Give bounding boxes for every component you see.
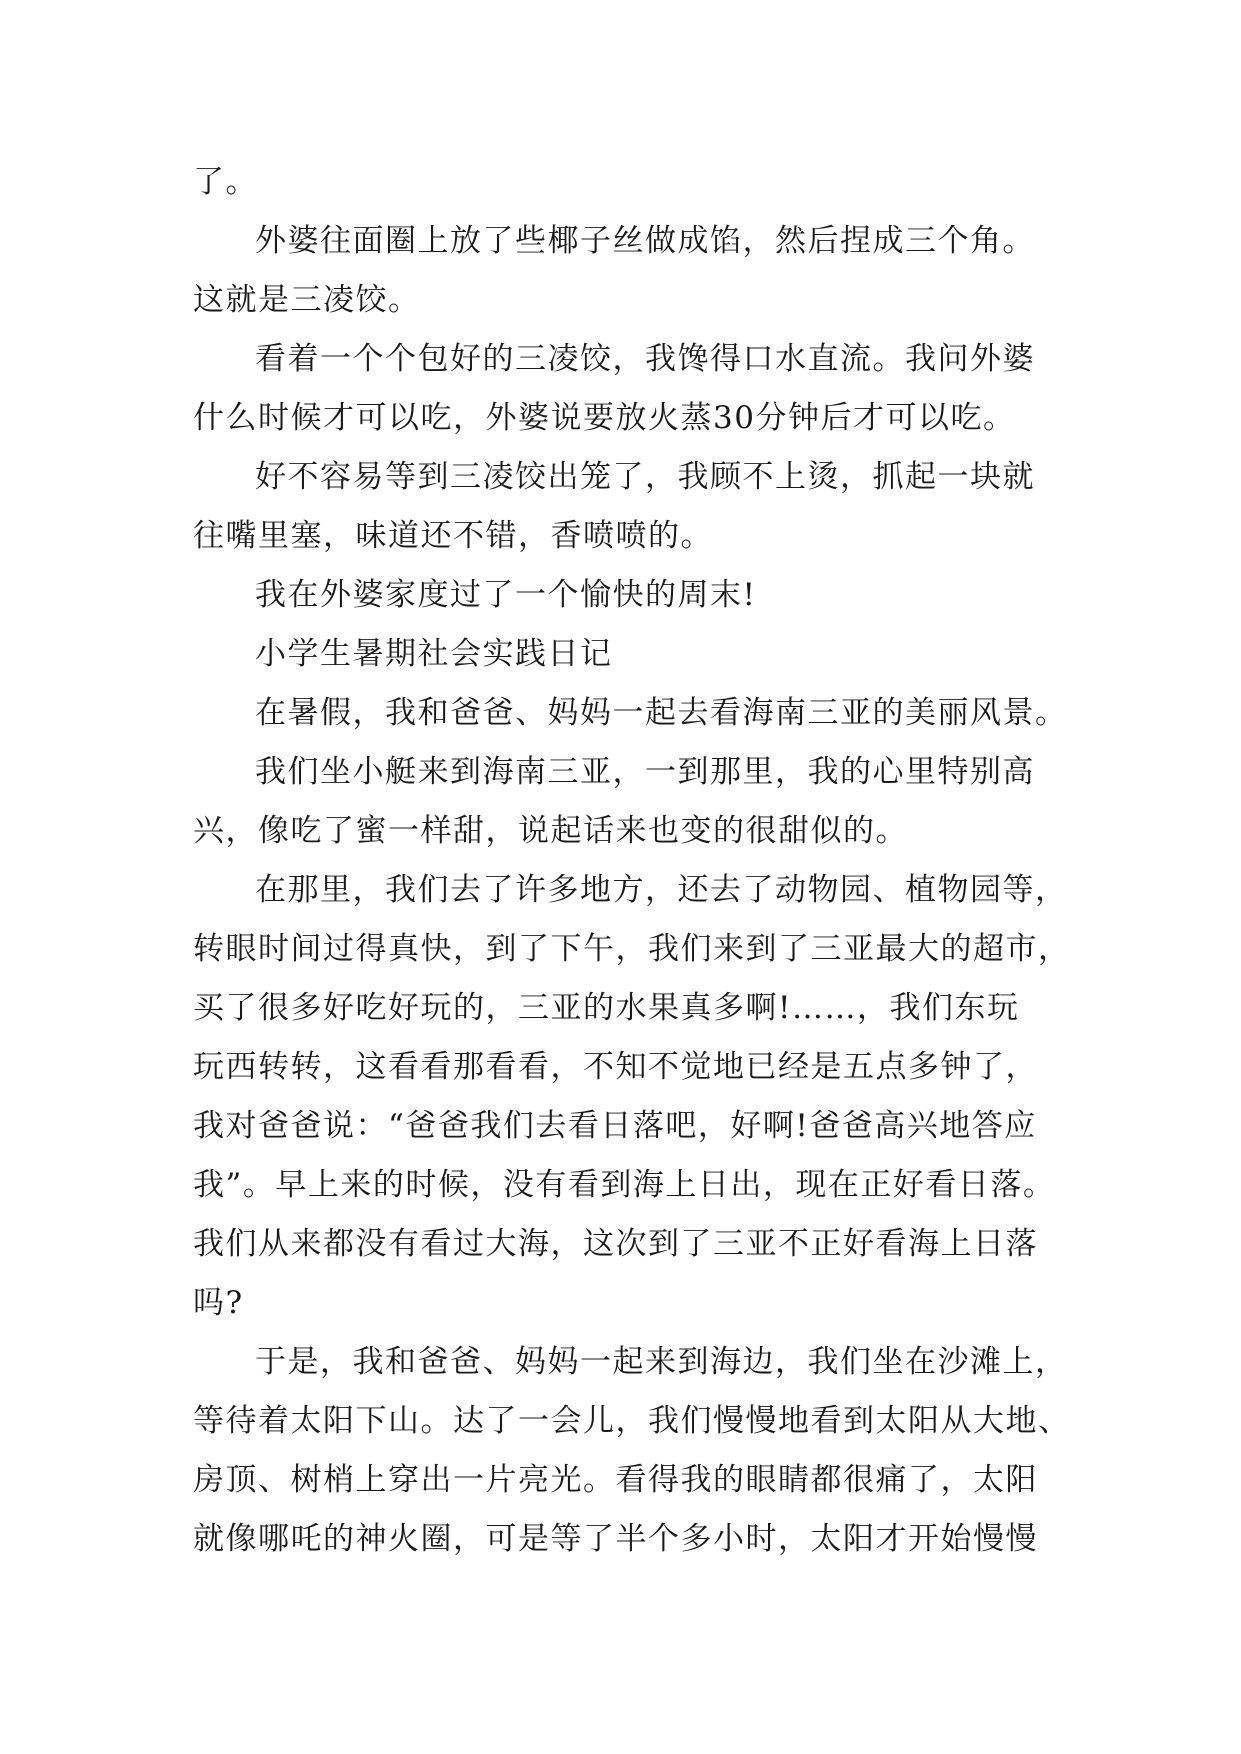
- text-line: 等待着太阳下山。达了一会儿，我们慢慢地看到太阳从大地、: [193, 1403, 1071, 1439]
- text-line: 转眼时间过得真快，到了下午，我们来到了三亚最大的超市，: [193, 931, 1071, 967]
- text-line: 好不容易等到三凌饺出笼了，我顾不上烫，抓起一块就: [255, 459, 1035, 495]
- text-line: 于是，我和爸爸、妈妈一起来到海边，我们坐在沙滩上，: [255, 1344, 1068, 1380]
- text-line: 我对爸爸说：“爸爸我们去看日落吧，好啊!爸爸高兴地答应: [193, 1108, 1037, 1144]
- section-heading: 小学生暑期社会实践日记: [255, 636, 613, 672]
- text-line: 往嘴里塞，味道还不错，香喷喷的。: [193, 518, 713, 554]
- text-line: 吗?: [193, 1285, 244, 1321]
- text-line: 看着一个个包好的三凌饺，我馋得口水直流。我问外婆: [255, 341, 1035, 377]
- text-line: 兴，像吃了蜜一样甜，说起话来也变的很甜似的。: [193, 813, 908, 849]
- text-line: 我们坐小艇来到海南三亚，一到那里，我的心里特别高: [255, 754, 1035, 790]
- text-line: 了。: [193, 164, 258, 200]
- text-line: 这就是三凌饺。: [193, 282, 421, 318]
- text-line: 就像哪吒的神火圈，可是等了半个多小时，太阳才开始慢慢: [193, 1521, 1038, 1557]
- text-line: 我们从来都没有看过大海，这次到了三亚不正好看海上日落: [193, 1226, 1038, 1262]
- document-body: [193, 153, 1071, 1569]
- text-line: 买了很多好吃好玩的，三亚的水果真多啊!……，我们东玩: [193, 990, 1020, 1026]
- text-line: 房顶、树梢上穿出一片亮光。看得我的眼睛都很痛了，太阳: [193, 1462, 1038, 1498]
- text-line: 在那里，我们去了许多地方，还去了动物园、植物园等，: [255, 872, 1068, 908]
- text-line: 外婆往面圈上放了些椰子丝做成馅，然后捏成三个角。: [255, 223, 1035, 259]
- text-line: 什么时候才可以吃，外婆说要放火蒸30分钟后才可以吃。: [193, 400, 1016, 436]
- text-line: 我在外婆家度过了一个愉快的周末!: [255, 577, 757, 613]
- text-line: 在暑假，我和爸爸、妈妈一起去看海南三亚的美丽风景。: [255, 695, 1068, 731]
- text-line: 我”。早上来的时候，没有看到海上日出，现在正好看日落。: [193, 1167, 1056, 1203]
- text-line: 玩西转转，这看看那看看，不知不觉地已经是五点多钟了，: [193, 1049, 1038, 1085]
